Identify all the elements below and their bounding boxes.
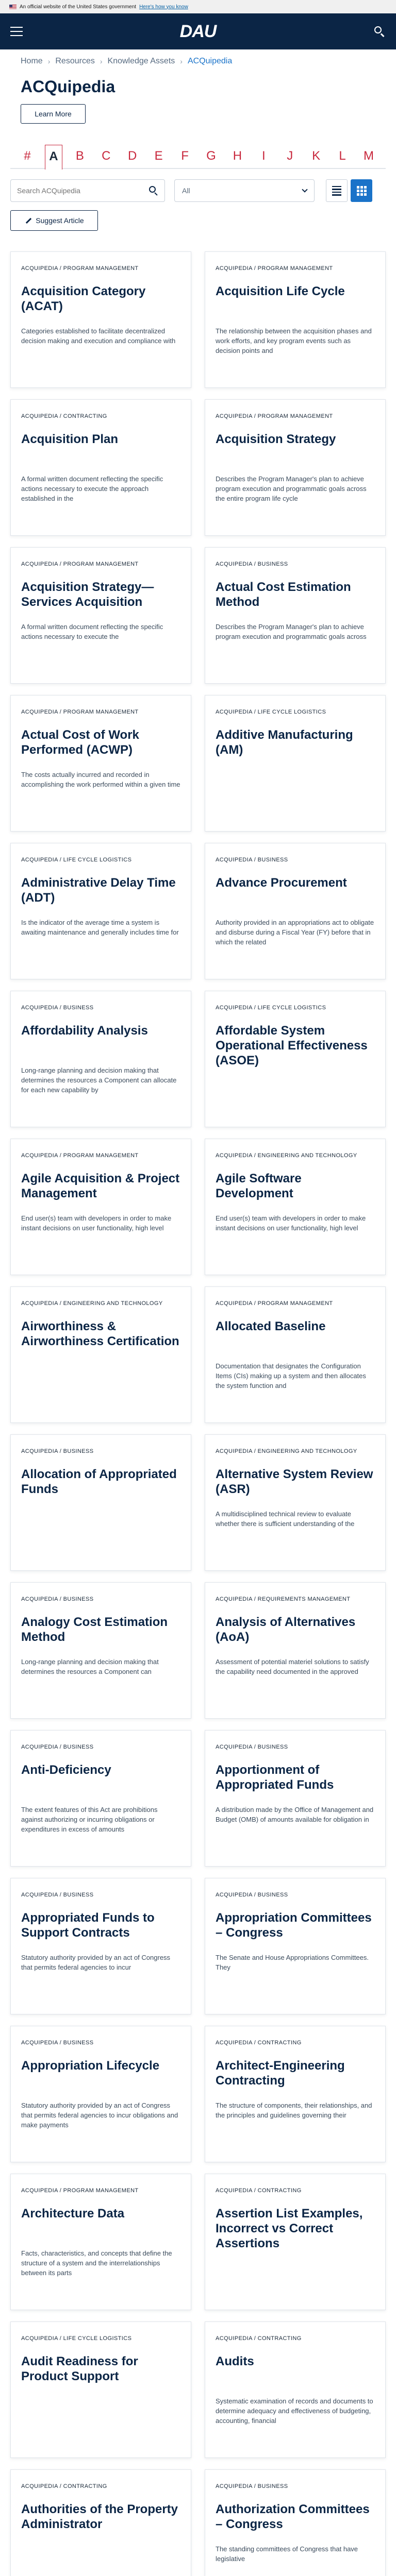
card-description: Authority provided in an appropriations act to obligate and disburse during a Fiscal Year (FY) before that in which the related (216, 919, 374, 946)
card-description: Categories established to facilitate decentralized decision making and execution and compliance with (21, 327, 176, 345)
card-category: ACQUIPEDIA / BUSINESS (216, 561, 288, 567)
card-description: Documentation that designates the Configuration Items (CIs) making up a system and then allocates the system function and (216, 1362, 366, 1389)
card-title[interactable]: Administrative Delay Time (ADT) (21, 876, 176, 905)
card-category: ACQUIPEDIA / CONTRACTING (21, 2483, 107, 2489)
card-description: A formal written document reflecting the specific actions necessary to execute the approach established in the (21, 475, 163, 502)
card-category: ACQUIPEDIA / BUSINESS (216, 2483, 288, 2489)
card-category: ACQUIPEDIA / PROGRAM MANAGEMENT (21, 709, 139, 715)
card-title[interactable]: Acquisition Plan (21, 432, 119, 446)
letter-filter-h[interactable]: H (233, 149, 242, 163)
grid-icon (357, 186, 367, 196)
article-card[interactable] (10, 1582, 191, 1719)
article-card[interactable] (205, 1878, 386, 2014)
card-category: ACQUIPEDIA / BUSINESS (21, 1005, 94, 1011)
list-view-button[interactable] (326, 179, 348, 202)
card-title[interactable]: Actual Cost of Work Performed (ACWP) (21, 728, 139, 757)
card-description: Systematic examination of records and documents to determine adequacy and effectiveness of budgeting, accounting, financial (216, 2397, 373, 2425)
card-title[interactable]: Appropriation Lifecycle (21, 2059, 160, 2073)
article-card[interactable] (10, 1139, 191, 1275)
card-description: End user(s) team with developers in order to make instant decisions on user functionality, high level (216, 1214, 366, 1232)
top-navigation (0, 13, 396, 49)
letter-filter-f[interactable]: F (181, 149, 189, 163)
article-card[interactable] (10, 1434, 191, 1571)
card-title[interactable]: Additive Manufacturing (AM) (216, 728, 353, 757)
card-description: The extent features of this Act are prohibitions against authorizing or incurring obligations or expenditures in excess of amounts (21, 1806, 158, 1833)
card-description: The relationship between the acquisition phases and work efforts, and key program events such as decision points and (216, 327, 372, 354)
card-title[interactable]: Analysis of Alternatives (AoA) (216, 1615, 356, 1644)
letter-filter-k[interactable]: K (312, 149, 321, 163)
card-description: The structure of components, their relationships, and the principles and guidelines governing their (216, 2102, 372, 2119)
card-category: ACQUIPEDIA / BUSINESS (216, 857, 288, 863)
card-category: ACQUIPEDIA / ENGINEERING AND TECHNOLOGY (216, 1448, 357, 1454)
list-icon (332, 186, 341, 196)
chevron-right-icon: › (180, 57, 183, 65)
article-card[interactable] (10, 1730, 191, 1867)
card-title[interactable]: Acquisition Strategy—Services Acquisition (21, 580, 154, 609)
suggest-article-label: Suggest Article (36, 216, 84, 225)
page-title: ACQuipedia (21, 77, 116, 96)
letter-filter-b[interactable]: B (75, 149, 84, 163)
card-description: Long-range planning and decision making that determines the resources a Component can allocate for each new capability by (21, 1066, 177, 1094)
article-card[interactable] (205, 2026, 386, 2162)
view-toggle (326, 179, 372, 202)
article-card[interactable] (205, 547, 386, 684)
article-card[interactable] (10, 1286, 191, 1423)
card-description: Is the indicator of the average time a system is awaiting maintenance and generally includes time for (21, 919, 179, 936)
card-description: The Senate and House Appropriations Committees. They (216, 1954, 369, 1971)
card-description: Describes the Program Manager's plan to achieve program execution and programmatic goals across the entire program life cycle (216, 475, 367, 502)
article-card[interactable] (205, 2321, 386, 2458)
card-title[interactable]: Affordability Analysis (21, 1024, 148, 1038)
card-category: ACQUIPEDIA / BUSINESS (216, 1892, 288, 1898)
card-category: ACQUIPEDIA / BUSINESS (216, 1744, 288, 1750)
breadcrumb-current: ACQuipedia (187, 57, 233, 65)
article-card[interactable] (10, 2026, 191, 2162)
card-description: Statutory authority provided by an act of Congress that permits federal agencies to incur obligations and make payments (21, 2102, 178, 2129)
letter-filter-m[interactable]: M (363, 149, 374, 163)
card-category: ACQUIPEDIA / CONTRACTING (21, 413, 107, 419)
card-title[interactable]: Analogy Cost Estimation Method (21, 1615, 168, 1644)
heres-how-link[interactable]: Here's how you know (139, 4, 188, 10)
search-box (10, 179, 165, 202)
card-category: ACQUIPEDIA / PROGRAM MANAGEMENT (21, 561, 139, 567)
letter-filter-c[interactable]: C (102, 149, 111, 163)
article-card[interactable] (205, 695, 386, 832)
article-card[interactable] (205, 991, 386, 1127)
card-category: ACQUIPEDIA / LIFE CYCLE LOGISTICS (216, 709, 326, 715)
card-category: ACQUIPEDIA / LIFE CYCLE LOGISTICS (216, 1005, 326, 1011)
letter-filter-d[interactable]: D (128, 149, 137, 163)
card-description: Assessment of potential materiel solutions to satisfy the capability need documented in the approved (216, 1658, 369, 1675)
breadcrumb-knowledge-assets[interactable]: Knowledge Assets (107, 57, 175, 65)
alphabet-filter (10, 144, 386, 169)
article-card[interactable] (10, 399, 191, 536)
card-title[interactable]: Acquisition Category (ACAT) (21, 284, 146, 313)
breadcrumb-resources[interactable]: Resources (55, 57, 95, 65)
article-card[interactable] (205, 1286, 386, 1423)
us-flag-icon (9, 5, 16, 9)
dau-logo[interactable]: DAU (179, 21, 217, 41)
article-card[interactable] (205, 1139, 386, 1275)
article-card-grid (10, 251, 386, 2576)
category-select[interactable] (174, 179, 315, 202)
card-title[interactable]: Anti-Deficiency (21, 1763, 111, 1777)
menu-icon[interactable] (10, 27, 23, 36)
letter-filter-e[interactable]: E (154, 149, 163, 163)
article-card[interactable] (10, 1878, 191, 2014)
category-select-value: All (182, 187, 190, 195)
gov-banner-text: An official website of the United States government (20, 4, 137, 10)
card-title[interactable]: Authorization Committees – Congress (216, 2502, 370, 2531)
pencil-icon (24, 217, 31, 224)
letter-filter-hash[interactable]: # (24, 149, 31, 163)
article-card[interactable] (205, 399, 386, 536)
card-title[interactable]: Authorities of the Property Administrator (21, 2502, 178, 2531)
article-card[interactable] (10, 251, 191, 388)
search-icon[interactable] (373, 25, 386, 38)
card-description: End user(s) team with developers in order to make instant decisions on user functionality, high level (21, 1214, 172, 1232)
card-title[interactable]: Appropriated Funds to Support Contracts (21, 1911, 155, 1940)
chevron-down-icon (302, 187, 307, 192)
card-category: ACQUIPEDIA / BUSINESS (21, 1448, 94, 1454)
card-category: ACQUIPEDIA / CONTRACTING (216, 2040, 302, 2046)
article-card[interactable] (205, 2174, 386, 2310)
card-category: ACQUIPEDIA / PROGRAM MANAGEMENT (21, 265, 139, 272)
gov-banner (0, 0, 396, 13)
article-card[interactable] (10, 991, 191, 1127)
article-card[interactable] (205, 2469, 386, 2576)
article-card[interactable] (10, 2469, 191, 2576)
card-category: ACQUIPEDIA / BUSINESS (21, 1744, 94, 1750)
card-description: A formal written document reflecting the specific actions necessary to execute the (21, 623, 163, 640)
card-title[interactable]: Allocated Baseline (216, 1319, 326, 1333)
card-description: Describes the Program Manager's plan to achieve program execution and programmatic goals across (216, 623, 367, 640)
card-title[interactable]: Acquisition Life Cycle (216, 284, 345, 298)
card-category: ACQUIPEDIA / PROGRAM MANAGEMENT (216, 265, 333, 272)
card-category: ACQUIPEDIA / PROGRAM MANAGEMENT (21, 1153, 139, 1159)
card-description: Statutory authority provided by an act of Congress that permits federal agencies to incur (21, 1954, 171, 1971)
card-description: A distribution made by the Office of Management and Budget (OMB) of amounts available for obligation in (216, 1806, 374, 1823)
card-category: ACQUIPEDIA / BUSINESS (21, 2040, 94, 2046)
card-title[interactable]: Agile Acquisition & Project Management (21, 1172, 180, 1200)
article-card[interactable] (205, 1730, 386, 1867)
article-card[interactable] (205, 251, 386, 388)
search-icon[interactable] (149, 186, 158, 195)
card-category: ACQUIPEDIA / PROGRAM MANAGEMENT (21, 2188, 139, 2194)
breadcrumb-home[interactable]: Home (21, 57, 43, 65)
card-title[interactable]: Advance Procurement (216, 876, 347, 890)
card-title[interactable]: Appropriation Committees – Congress (216, 1911, 372, 1940)
card-category: ACQUIPEDIA / ENGINEERING AND TECHNOLOGY (21, 1300, 163, 1307)
breadcrumb (0, 49, 396, 73)
letter-filter-i[interactable]: I (261, 149, 266, 163)
letter-filter-g[interactable]: G (206, 149, 216, 163)
card-category: ACQUIPEDIA / BUSINESS (21, 1892, 94, 1898)
card-title[interactable]: Architect-Engineering Contracting (216, 2059, 345, 2088)
card-category: ACQUIPEDIA / REQUIREMENTS MANAGEMENT (216, 1596, 351, 1602)
card-category: ACQUIPEDIA / CONTRACTING (216, 2188, 302, 2194)
letter-filter-j[interactable]: J (287, 149, 293, 163)
card-description: The costs actually incurred and recorded in accomplishing the work performed within a given time (21, 771, 180, 788)
card-description: A multidisciplined technical review to evaluate whether there is sufficient understanding of the (216, 1510, 355, 1528)
card-title[interactable]: Acquisition Strategy (216, 432, 336, 446)
chevron-right-icon: › (47, 57, 51, 65)
grid-view-button[interactable] (351, 179, 372, 202)
card-title[interactable]: Actual Cost Estimation Method (216, 580, 351, 609)
card-title[interactable]: Airworthiness & Airworthiness Certification (21, 1319, 179, 1348)
article-card[interactable] (205, 1434, 386, 1571)
card-category: ACQUIPEDIA / LIFE CYCLE LOGISTICS (21, 2335, 132, 2342)
suggest-article-button[interactable] (10, 210, 98, 231)
card-title[interactable]: Architecture Data (21, 2207, 125, 2221)
card-category: ACQUIPEDIA / CONTRACTING (216, 2335, 302, 2342)
article-card[interactable] (10, 2321, 191, 2458)
article-card[interactable] (10, 843, 191, 979)
letter-filter-l[interactable]: L (339, 149, 346, 163)
card-category: ACQUIPEDIA / PROGRAM MANAGEMENT (216, 1300, 333, 1307)
learn-more-button[interactable]: Learn More (21, 104, 86, 124)
card-category: ACQUIPEDIA / ENGINEERING AND TECHNOLOGY (216, 1153, 357, 1159)
card-title[interactable]: Audits (216, 2354, 254, 2368)
card-description: Facts, characteristics, and concepts that define the structure of a system and the interrelationships between its parts (21, 2249, 172, 2277)
article-card[interactable] (10, 2174, 191, 2310)
card-title[interactable]: Agile Software Development (216, 1172, 302, 1200)
article-card[interactable] (10, 695, 191, 832)
card-title[interactable]: Allocation of Appropriated Funds (21, 1467, 177, 1496)
card-title[interactable]: Apportionment of Appropriated Funds (216, 1763, 334, 1792)
card-title[interactable]: Affordable System Operational Effectiveness (ASOE) (216, 1024, 368, 1067)
search-controls (10, 179, 386, 202)
chevron-right-icon: › (100, 57, 103, 65)
article-card[interactable] (205, 1582, 386, 1719)
article-card[interactable] (205, 843, 386, 979)
card-title[interactable]: Audit Readiness for Product Support (21, 2354, 138, 2383)
card-description: Long-range planning and decision making that determines the resources a Component can (21, 1658, 159, 1675)
card-title[interactable]: Assertion List Examples, Incorrect vs Correct Assertions (216, 2207, 363, 2250)
search-input[interactable] (17, 187, 141, 195)
letter-filter-a[interactable]: A (45, 145, 62, 170)
article-card[interactable] (10, 547, 191, 684)
card-category: ACQUIPEDIA / PROGRAM MANAGEMENT (216, 413, 333, 419)
card-category: ACQUIPEDIA / LIFE CYCLE LOGISTICS (21, 857, 132, 863)
card-description: The standing committees of Congress that have legislative (216, 2545, 358, 2563)
card-title[interactable]: Alternative System Review (ASR) (216, 1467, 373, 1496)
card-category: ACQUIPEDIA / BUSINESS (21, 1596, 94, 1602)
